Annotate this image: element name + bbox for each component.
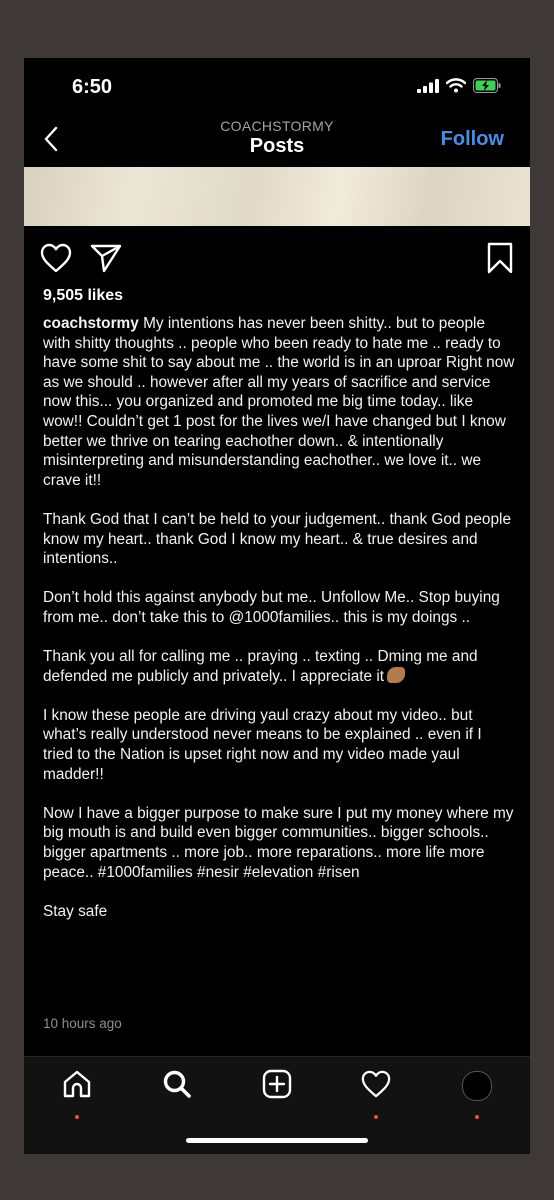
activity-heart-icon (361, 1069, 391, 1099)
page-title: Posts (249, 135, 305, 157)
tab-search[interactable] (152, 1069, 202, 1119)
tab-activity[interactable] (351, 1069, 401, 1119)
caption-paragraph: Don’t hold this against anybody but me.. Unfollow Me.. Stop buying from me.. don’t take this to @1000families.. this is my doings .. (43, 589, 500, 626)
signal-icon (417, 79, 439, 93)
caption-paragraph: Stay safe (43, 902, 108, 920)
post-caption (43, 314, 515, 941)
bookmark-icon (486, 242, 514, 274)
notification-dot (374, 1115, 378, 1119)
paper-plane-icon (90, 243, 122, 273)
battery-charging-icon (473, 78, 502, 93)
post-timestamp: 10 hours ago (43, 1016, 122, 1031)
caption-paragraph: Now I have a bigger purpose to make sure I put my money where my big mouth is and build even bigger communities.. bigger schools.. bigger apartments .. more job.. more reparations.. more life more peace.. #1000families #nesir #elevation #risen (43, 804, 514, 881)
heart-icon (40, 243, 72, 273)
like-button[interactable] (40, 243, 72, 278)
tab-profile[interactable] (452, 1069, 502, 1119)
caption-paragraph (43, 314, 515, 490)
caption-text: Thank you all for calling me .. praying .. texting .. Dming me and defended me publicly and privately.. I appreciate it (43, 648, 478, 685)
save-button[interactable] (486, 242, 514, 279)
status-time: 6:50 (72, 76, 113, 98)
search-icon (162, 1069, 192, 1099)
status-bar (24, 58, 530, 116)
post-actions (24, 240, 530, 280)
notification-dot (475, 1115, 479, 1119)
share-button[interactable] (90, 243, 122, 278)
home-indicator[interactable] (186, 1138, 368, 1143)
caption-paragraph: Thank God that I can’t be held to your judgement.. thank God people know my heart.. thank God I know my heart.. & true desires and intentions.. (43, 510, 512, 568)
status-icons (417, 78, 502, 93)
add-post-icon (262, 1069, 292, 1099)
caption-paragraph (43, 647, 515, 686)
notification-dot (75, 1115, 79, 1119)
flexed-biceps-emoji-icon (387, 667, 405, 683)
caption-paragraph: I know these people are driving yaul crazy about my video.. but what’s really understood never means to be explained .. even if I tried to the Nation is upset right now and my video made yaul madder!! (43, 706, 482, 783)
like-count[interactable]: 9,505 likes (43, 287, 124, 304)
post-image[interactable] (24, 167, 530, 226)
author-username[interactable]: coachstormy (43, 315, 139, 332)
tab-home[interactable] (52, 1069, 102, 1119)
wifi-icon (446, 78, 466, 93)
follow-button[interactable]: Follow (440, 128, 504, 150)
phone-screen (24, 58, 530, 1154)
profile-avatar (462, 1071, 492, 1101)
home-icon (62, 1069, 92, 1099)
header-username: COACHSTORMY (220, 118, 334, 134)
top-nav-bar (24, 116, 530, 166)
tab-new-post[interactable] (252, 1069, 302, 1119)
caption-text: My intentions has never been shitty.. but to people with shitty thoughts .. people who been ready to hate me .. ready to have some shit to say about me .. the world is in an uproar Right now as we should .. however after all my years of sacrifice and service now this... you organized and promoted me big time today.. like wow!! Couldn’t get 1 post for the lives we/I have changed but I know better we thrive on tearing eachother down.. & intentionally misinterpreting and misunderstanding eachother.. we love it.. we crave it!! (43, 315, 515, 489)
